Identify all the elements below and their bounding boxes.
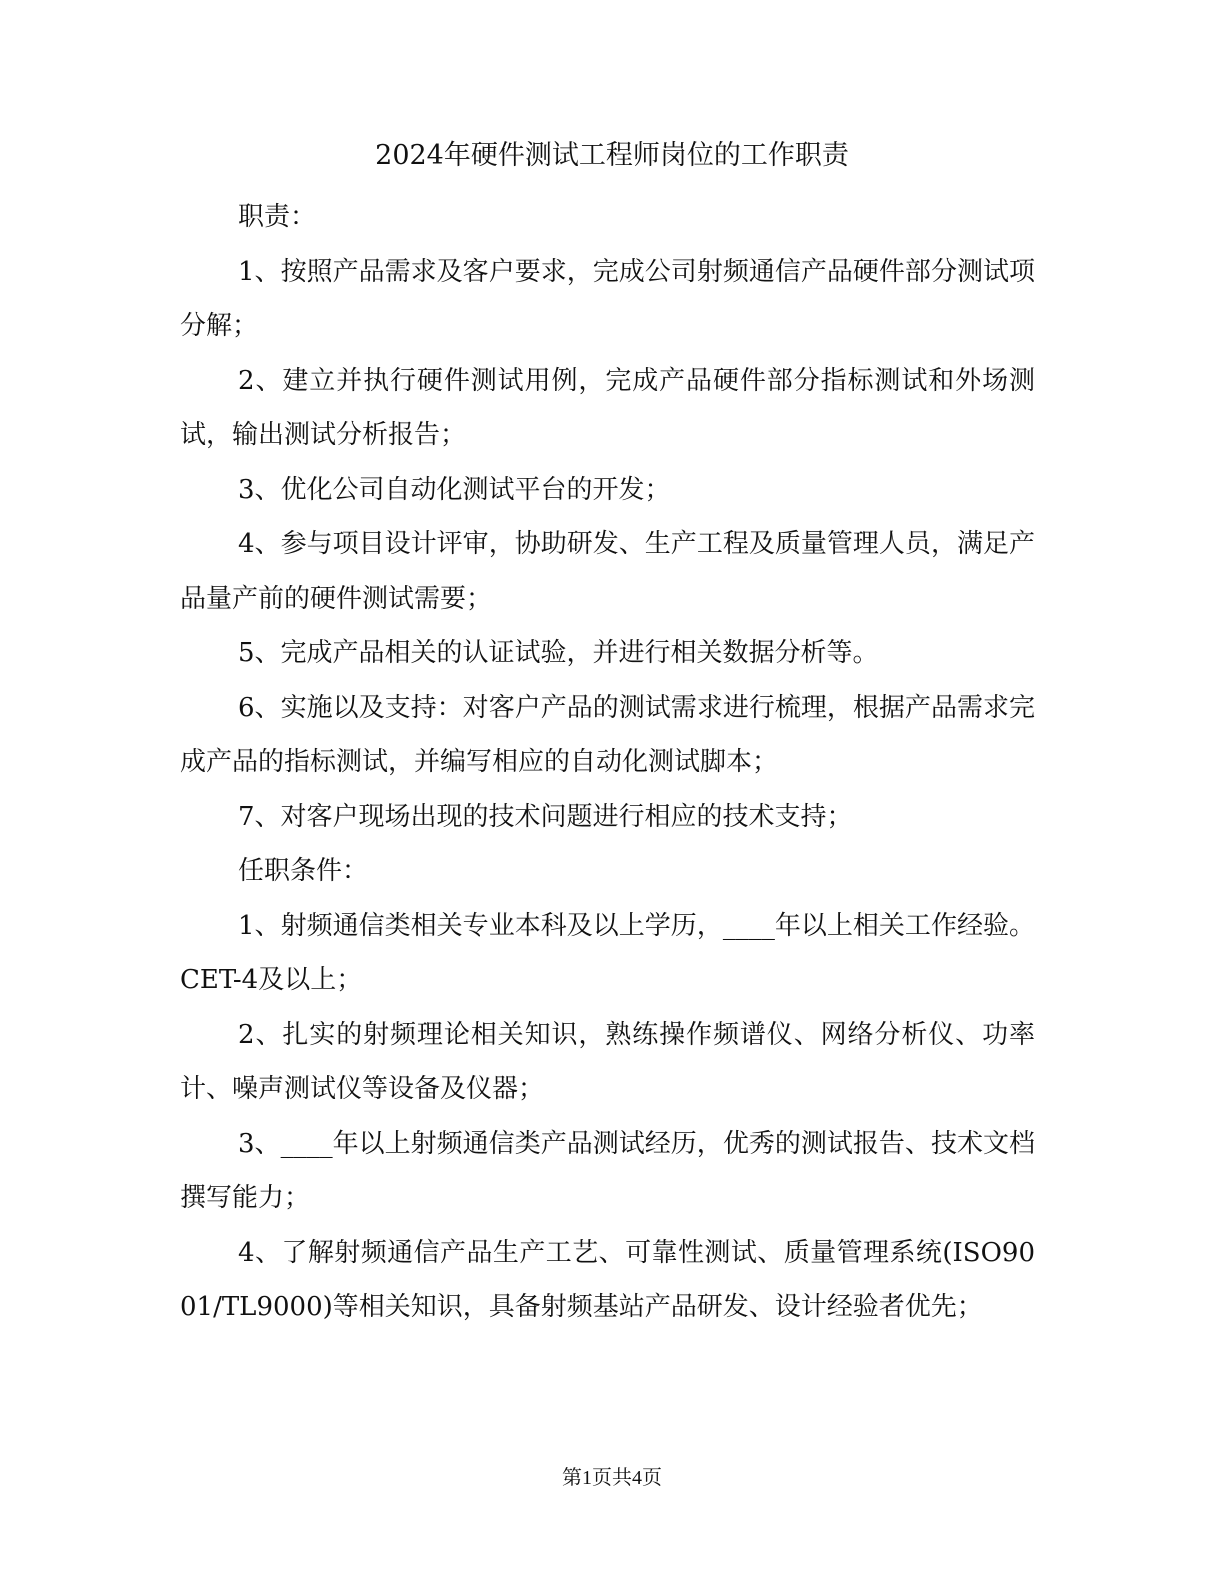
paragraph-requirement-3: 3、____年以上射频通信类产品测试经历，优秀的测试报告、技术文档撰写能力； [180, 1128, 1035, 1213]
paragraph-duty-2: 2、建立并执行硬件测试用例，完成产品硬件部分指标测试和外场测试，输出测试分析报告； [180, 365, 1035, 450]
paragraph-requirements-heading: 任职条件： [238, 856, 369, 886]
paragraph-duty-4: 4、参与项目设计评审，协助研发、生产工程及质量管理人员，满足产品量产前的硬件测试需要； [180, 529, 1035, 614]
page-number-footer: 第1页共4页 [562, 1467, 662, 1489]
paragraph-duty-1: 1、按照产品需求及客户要求，完成公司射频通信产品硬件部分测试项分解； [180, 256, 1035, 341]
paragraph-duty-5: 5、完成产品相关的认证试验，并进行相关数据分析等。 [238, 638, 879, 668]
document-body [180, 190, 1035, 1335]
paragraph-requirement-4: 4、了解射频通信产品生产工艺、可靠性测试、质量管理系统(ISO9001/TL9000)等相关知识，具备射频基站产品研发、设计经验者优先； [180, 1237, 1035, 1322]
paragraph-duty-3: 3、优化公司自动化测试平台的开发； [238, 474, 671, 505]
paragraph-requirement-1: 1、射频通信类相关专业本科及以上学历，____年以上相关工作经验。CET-4及以上； [180, 910, 1035, 995]
paragraph-duty-6: 6、实施以及支持：对客户产品的测试需求进行梳理，根据产品需求完成产品的指标测试，并编写相应的自动化测试脚本； [180, 692, 1035, 777]
document-title: 2024年硬件测试工程师岗位的工作职责 [375, 140, 849, 171]
paragraph-duty-7: 7、对客户现场出现的技术问题进行相应的技术支持； [238, 801, 853, 832]
paragraph-duties-heading: 职责： [238, 202, 317, 232]
paragraph-requirement-2: 2、扎实的射频理论相关知识，熟练操作频谱仪、网络分析仪、功率计、噪声测试仪等设备及仪器； [180, 1019, 1035, 1104]
